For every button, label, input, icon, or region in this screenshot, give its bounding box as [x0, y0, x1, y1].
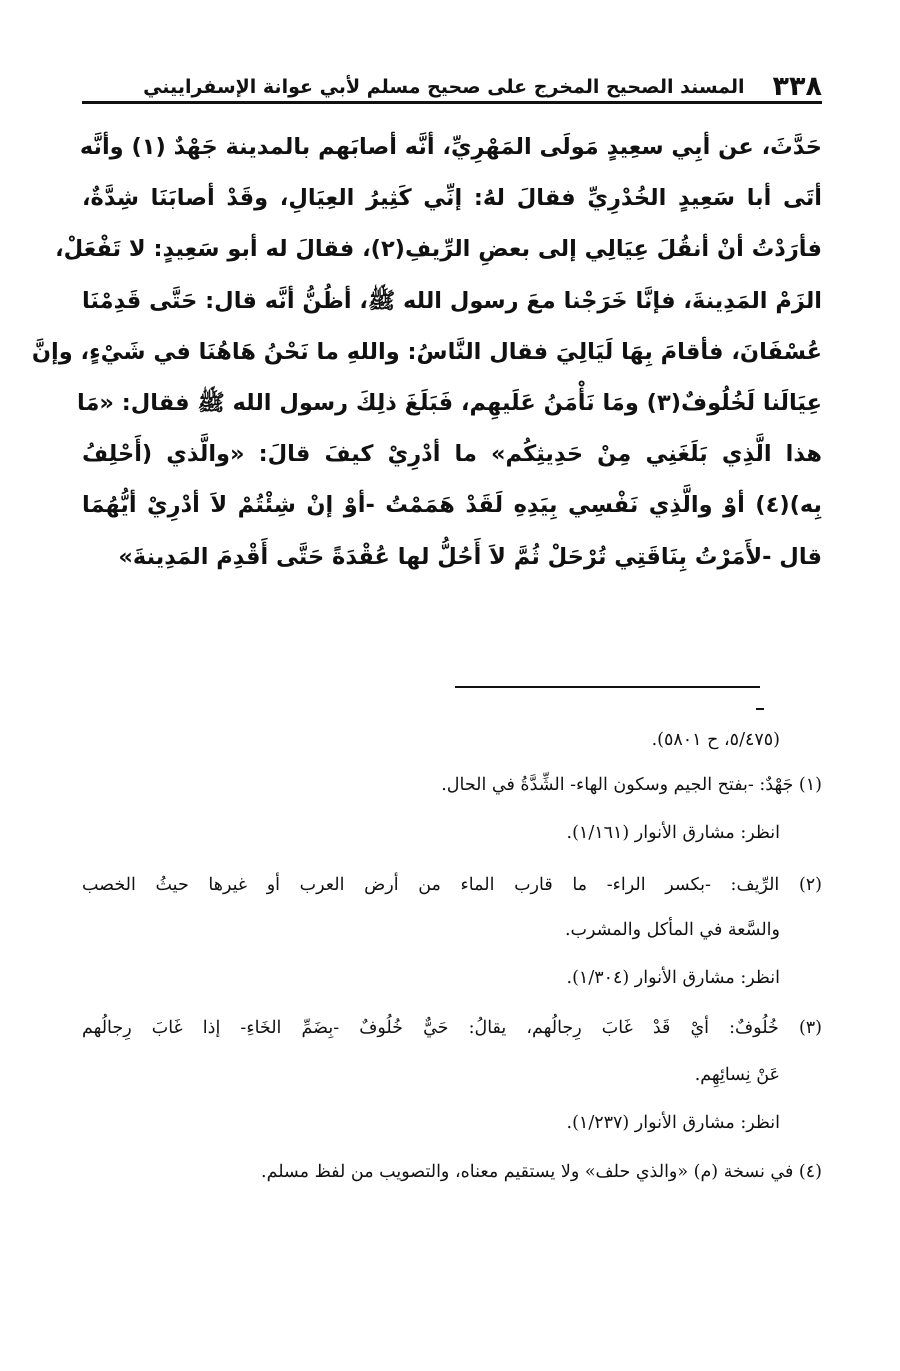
text-line: عُسْفَانَ، فأقامَ بِهَا لَيَالِيَ فقال النَّاسُ: واللهِ ما نَحْنُ هَاهُنَا في شَيْءٍ، وإنَّ: [31, 338, 822, 365]
page-header: [82, 64, 822, 104]
text-line: بِه)(٤) أوْ والَّذِي نَفْسِي بِيَدِهِ لَقَدْ هَمَمْتُ -أوْ إنْ شِئْتُمْ لاَ أدْرِيْ أيُّهُمَا: [82, 492, 822, 519]
footnote-3-source: انظر: مشارق الأنوار (١/٢٣٧).: [566, 1113, 780, 1133]
footnote-1-source: انظر: مشارق الأنوار (١/١٦١).: [566, 823, 780, 843]
text-line: عِيَالَنا لَخُلُوفٌ(٣) ومَا نَأْمَنُ عَلَيهِم، فَبَلَغَ ذلِكَ رسول الله ﷺ فقال: «مَا: [77, 390, 822, 417]
text-line: أتَى أبا سَعِيدٍ الخُدْرِيِّ فقالَ لهُ: إنِّي كَثِيرُ العِيَالِ، وقَدْ أصابَنَا شِدَّةٌ،: [82, 185, 822, 212]
footnote-separator: [455, 686, 760, 688]
text-line: فأرَدْتُ أنْ أنقُلَ عِيَالِي إلى بعضِ الرِّيفِ(٢)، فقالَ له أبو سَعِيدٍ: لا تَفْعَلْ،: [55, 236, 822, 263]
footnote-2: (٢) الرِّيف: -بكسر الراء- ما قارب الماء من أرض العرب أو غيرها حيثُ الخصب: [82, 875, 822, 895]
footnote-reference: (٥/٤٧٥، ح ٥٨٠١).: [651, 730, 780, 750]
text-line: حَدَّثَ، عن أبِي سعِيدٍ مَولَى المَهْرِيِّ، أنَّه أصابَهم بالمدينة جَهْدٌ (١) وأنَّه: [79, 134, 822, 160]
text-line: الزَمْ المَدِينةَ، فإنَّا خَرَجْنا معَ رسول الله ﷺ، أظُنُّ أنَّه قال: حَتَّى قَدِمْنَا: [82, 287, 822, 314]
text-line: قال -لأَمَرْتُ بِنَاقَتِي تُرْحَلْ ثُمَّ لاَ أَحُلُّ لها عُقْدَةً حَتَّى أَقْدِمَ المَدِينةَ»: [118, 543, 822, 570]
footnote-2-cont: والسَّعة في المأكل والمشرب.: [564, 920, 780, 940]
footnote-3: (٣) خُلُوفٌ: أيْ قَدْ غَابَ رِجالُهم، يقالُ: حَيٌّ خُلُوفٌ -بِضَمِّ الخَاءِ- إذا غَابَ رِجالُهم: [82, 1018, 822, 1038]
footnote-4: (٤) في نسخة (م) «والذي حلف» ولا يستقيم معناه، والتصويب من لفظ مسلم.: [261, 1162, 822, 1182]
footnote-mark: [756, 708, 764, 710]
text-line: هذا الَّذِي بَلَغَنِي مِنْ حَدِيثِكُم» ما أدْرِيْ كيفَ قالَ: «والَّذي (أَحْلِفُ: [82, 441, 822, 468]
footnote-3-cont: عَنْ نِسائِهِم.: [694, 1065, 780, 1085]
header-rule: [82, 101, 822, 104]
running-title: المسند الصحيح المخرج على صحيح مسلم لأبي عوانة الإسفراييني: [143, 76, 745, 98]
footnote-2-source: انظر: مشارق الأنوار (١/٣٠٤).: [566, 968, 780, 988]
page-number: ٣٣٨: [772, 71, 822, 102]
footnote-1: (١) جَهْدٌ: -بفتح الجيم وسكون الهاء- الشِّدَّةُ في الحال.: [441, 775, 822, 795]
main-text: [31, 122, 822, 583]
